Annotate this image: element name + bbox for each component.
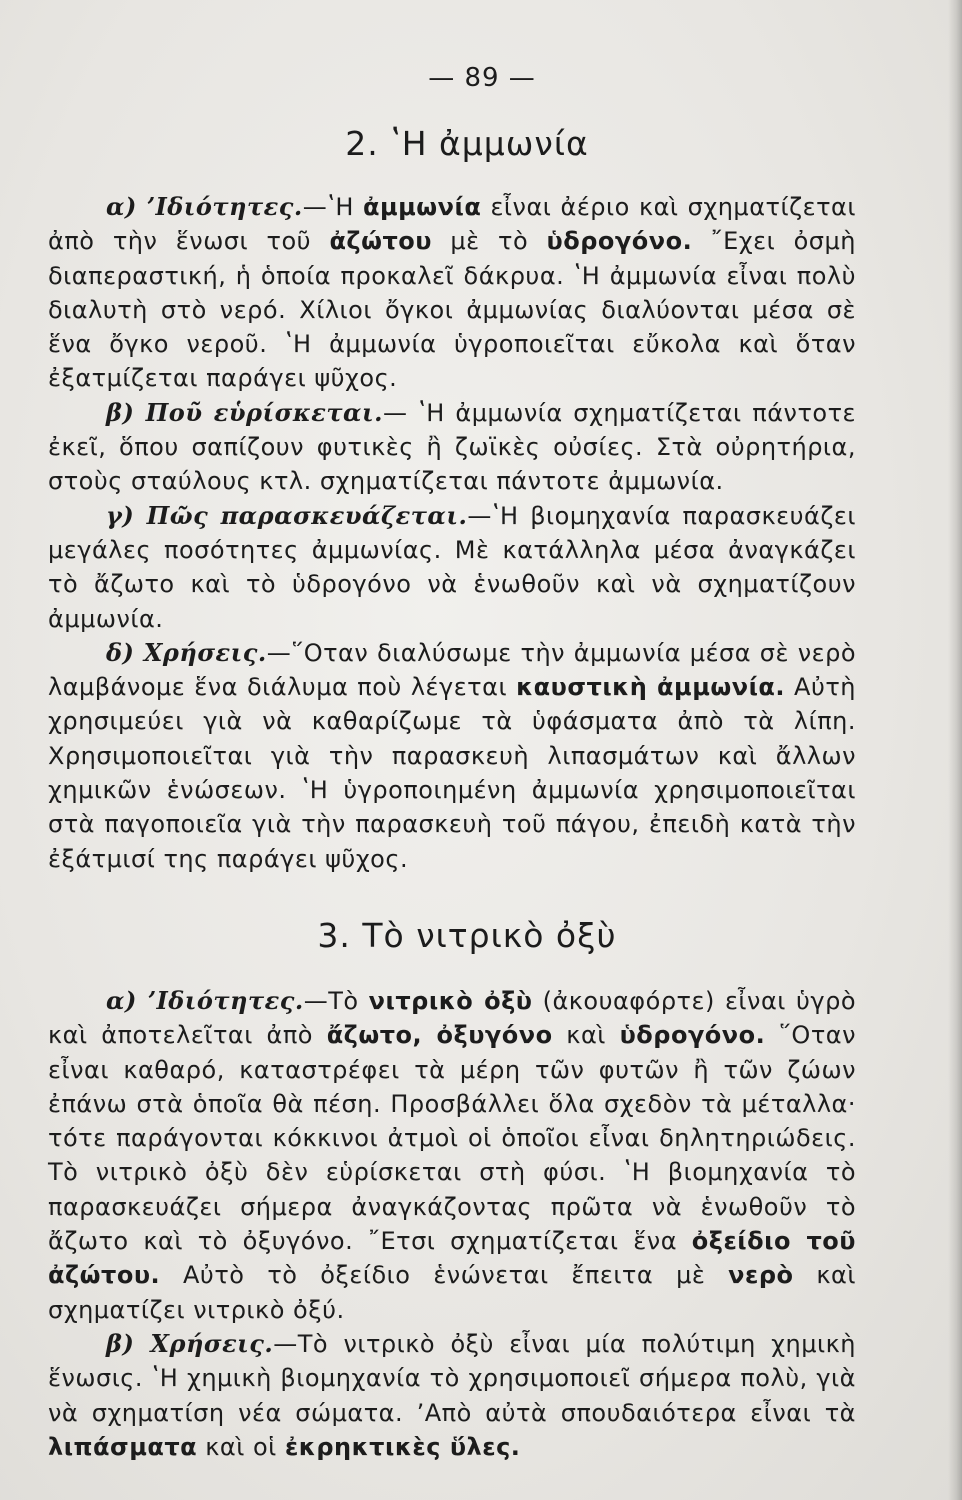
subheading: β) Ποῦ εὑρίσκεται. — [106, 397, 383, 427]
text-run: Αὐτὴ χρησιμεύει γιὰ νὰ καθαρίζωμε τὰ ὑφάσματα ἀπὸ τὰ λίπη. Χρησιμοποιεῖται γιὰ τὴν παρασκευὴ λιπασμάτων καὶ ἄλλων χημικῶν ἑνώσεων. ʽΗ ὑγροποιημένη ἀμμωνία χρησιμοποιεῖται στὰ παγοποιεῖα γιὰ τὴν παρασκευὴ τοῦ πάγου, ἐπειδὴ κατὰ τὴν ἐξάτμισί της παράγει ψῦχος. — [48, 673, 857, 873]
subheading: γ) Πῶς παρασκευάζεται. — [106, 500, 468, 530]
text-run: Αὐτὸ τὸ ὀξείδιο ἑνώνεται ἔπειτα μὲ — [160, 1261, 729, 1290]
page-edge-shadow — [948, 0, 962, 1500]
subheading: α) ʼΙδιότητες. — [106, 192, 303, 221]
subheading: δ) Χρήσεις. — [106, 637, 267, 667]
paragraph-ammonia-uses — [48, 636, 856, 876]
paragraph-nitric-acid-uses — [48, 1327, 856, 1464]
section-title-nitric-acid: 3. Τὸ νιτρικὸ ὀξὺ — [317, 915, 617, 955]
section-title-ammonia: 2. ʽΗ ἀμμωνία — [345, 124, 589, 163]
paragraph-ammonia-where-found — [48, 396, 856, 499]
text-run-bold: καυστικὴ ἀμμωνία. — [516, 673, 786, 702]
text-run: καὶ οἱ — [197, 1432, 285, 1461]
page-content — [48, 58, 856, 1464]
paragraph-ammonia-preparation — [48, 499, 856, 636]
text-run-bold: ὀξείδιο τοῦ ἀζώτου. — [48, 1227, 856, 1290]
paragraph-ammonia-properties — [48, 190, 856, 396]
text-run: καὶ — [552, 1021, 620, 1050]
text-run: ῎Εχει ὀσμὴ διαπεραστική, ἡ ὁποία προκαλεῖ δάκρυα. ʽΗ ἀμμωνία εἶναι πολὺ διαλυτὴ στὸ νερό. Χίλιοι ὄγκοι ἀμμωνίας διαλύονται μέσα σὲ ἕνα ὄγκο νεροῦ. ʽΗ ἀμμωνία ὑγροποιεῖται εὔκολα καὶ ὅταν ἐξατμίζεται παράγει ψῦχος. — [48, 227, 856, 393]
text-run-bold: νιτρικὸ ὀξὺ — [368, 986, 533, 1015]
text-run: καὶ σχηματίζει νιτρικὸ ὀξύ. — [48, 1261, 856, 1324]
text-run: — ʽΗ ἀμμωνία σχηματίζεται πάντοτε ἐκεῖ, ὅπου σαπίζουν φυτικὲς ἢ ζωϊκὲς οὐσίες. Στὰ οὐρητήρια, στοὺς σταύλους κτλ. σχηματίζεται πάντοτε ἀμμωνία. — [48, 398, 857, 496]
text-run: ῞Οταν εἶναι καθαρό, καταστρέφει τὰ μέρη τῶν φυτῶν ἢ τῶν ζώων ἐπάνω στὰ ὁποῖα θὰ πέση. Προσβάλλει ὅλα σχεδὸν τὰ μέταλλα· τότε παράγονται κόκκινοι ἀτμοὶ οἱ ὁποῖοι εἶναι δηλητηριώδεις. Τὸ νιτρικὸ ὀξὺ δὲν εὑρίσκεται στὴ φύσι. ʽΗ βιομηχανία τὸ παρασκευάζει σήμερα ἀναγκάζοντας πρῶτα νὰ ἑνωθοῦν τὸ ἄζωτο καὶ τὸ ὀξυγόνο. ῎Ετσι σχηματίζεται ἕνα — [48, 1021, 856, 1256]
text-run-bold: ἐκρηκτικὲς ὕλες. — [284, 1432, 521, 1461]
text-run-bold: ὑδρογόνο. — [546, 227, 693, 256]
text-run: —῞Οταν διαλύσωμε τὴν ἀμμωνία μέσα σὲ νερὸ λαμβάνομε ἕνα διάλυμα ποὺ λέγεται — [48, 638, 856, 702]
text-run: μὲ τὸ — [431, 227, 547, 256]
subheading: α) ʼΙδιότητες. — [106, 985, 304, 1015]
text-run: —ʽΗ — [302, 193, 363, 221]
text-run-bold: ἀζώτου — [329, 227, 432, 256]
text-run-bold: ὑδρογόνο. — [619, 1021, 766, 1050]
text-run: εἶναι ἀέριο καὶ σχηματίζεται ἀπὸ τὴν ἕνωσι τοῦ — [48, 193, 856, 256]
subheading: β) Χρήσεις. — [106, 1328, 274, 1358]
text-run: (ἀκουαφόρτε) εἶναι ὑγρὸ καὶ ἀποτελεῖται ἀπὸ — [48, 986, 857, 1050]
text-run: —Τὸ — [303, 986, 369, 1015]
text-run: —Τὸ νιτρικὸ ὀξὺ εἶναι μία πολύτιμη χημικὴ ἕνωσις. ʽΗ χημικὴ βιομηχανία τὸ χρησιμοποιεῖ σήμερα πολὺ, γιὰ νὰ σχηματίση νέα σώματα. ʼΑπὸ αὐτὰ σπουδαιότερα εἶναι τὰ — [48, 1329, 857, 1427]
text-run-bold: λιπάσματα — [48, 1432, 198, 1461]
text-run-bold: ἀμμωνία — [362, 193, 482, 221]
text-run: —ʽΗ βιομηχανία παρασκευάζει μεγάλες ποσότητες ἀμμωνίας. Μὲ κατάλληλα μέσα ἀναγκάζει τὸ ἄζωτο καὶ τὸ ὑδρογόνο νὰ ἑνωθοῦν καὶ νὰ σχηματίζουν ἀμμωνία. — [48, 501, 856, 633]
text-run-bold: ἄζωτο, ὀξυγόνο — [326, 1021, 553, 1050]
page-number: — 89 — — [428, 63, 536, 93]
text-run-bold: νερὸ — [728, 1261, 794, 1290]
paragraph-nitric-acid-properties — [48, 984, 856, 1327]
